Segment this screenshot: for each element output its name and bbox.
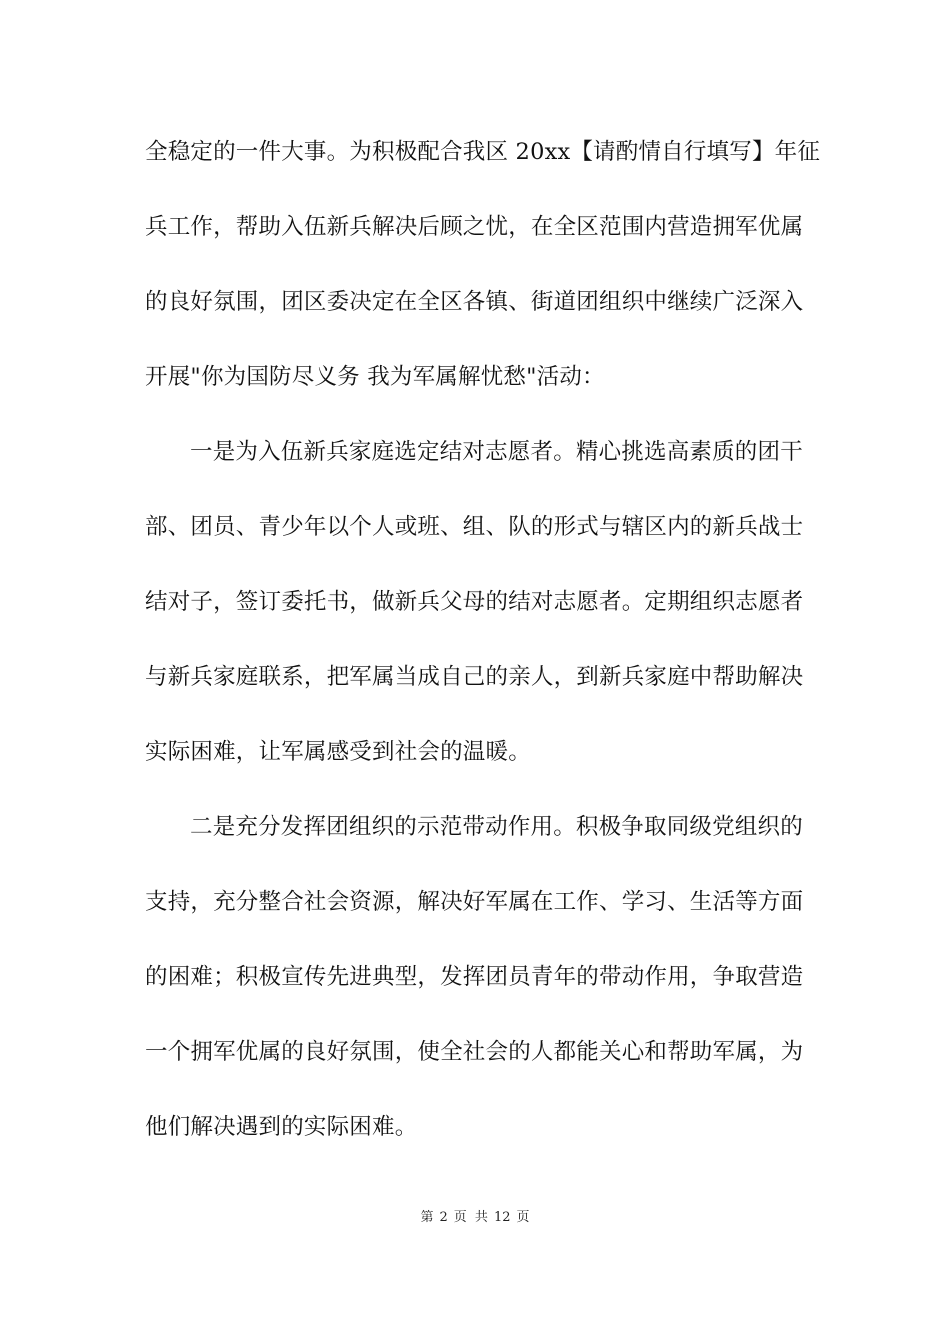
page-footer [0, 1209, 950, 1227]
paragraph-1-line-2: 兵工作，帮助入伍新兵解决后顾之忧，在全区范围内营造拥军优属 [145, 214, 804, 240]
paragraph-2-line-1: 一是为入伍新兵家庭选定结对志愿者。精心挑选高素质的团干 [190, 439, 803, 465]
paragraph-3-line-3: 的困难；积极宣传先进典型，发挥团员青年的带动作用，争取营造 [145, 964, 804, 990]
paragraph-3-line-4: 一个拥军优属的良好氛围，使全社会的人都能关心和帮助军属，为 [145, 1039, 804, 1065]
paragraph-3-line-2: 支持，充分整合社会资源，解决好军属在工作、学习、生活等方面 [145, 889, 804, 915]
footer-current-page: 2 [439, 1210, 448, 1225]
paragraph-2-line-2: 部、团员、青少年以个人或班、组、队的形式与辖区内的新兵战士 [145, 514, 804, 540]
paragraph-2-line-3: 结对子，签订委托书，做新兵父母的结对志愿者。定期组织志愿者 [145, 589, 804, 615]
footer-total-pages: 12 [493, 1210, 511, 1225]
footer-prefix: 第 [420, 1210, 434, 1225]
footer-suffix: 页 [516, 1210, 530, 1225]
paragraph-1-line-4: 开展"你为国防尽义务 我为军属解忧愁"活动： [145, 364, 605, 390]
paragraph-2-line-5: 实际困难，让军属感受到社会的温暖。 [145, 739, 531, 765]
footer-middle: 页 共 [453, 1210, 488, 1225]
paragraph-3-line-1: 二是充分发挥团组织的示范带动作用。积极争取同级党组织的 [190, 814, 803, 840]
paragraph-1-line-3: 的良好氛围，团区委决定在全区各镇、街道团组织中继续广泛深入 [145, 289, 804, 315]
paragraph-1-line-1: 全稳定的一件大事。为积极配合我区 20xx【请酌情自行填写】年征 [145, 139, 821, 165]
paragraph-2-line-4: 与新兵家庭联系，把军属当成自己的亲人，到新兵家庭中帮助解决 [145, 664, 804, 690]
paragraph-3-line-5: 他们解决遇到的实际困难。 [145, 1114, 418, 1140]
